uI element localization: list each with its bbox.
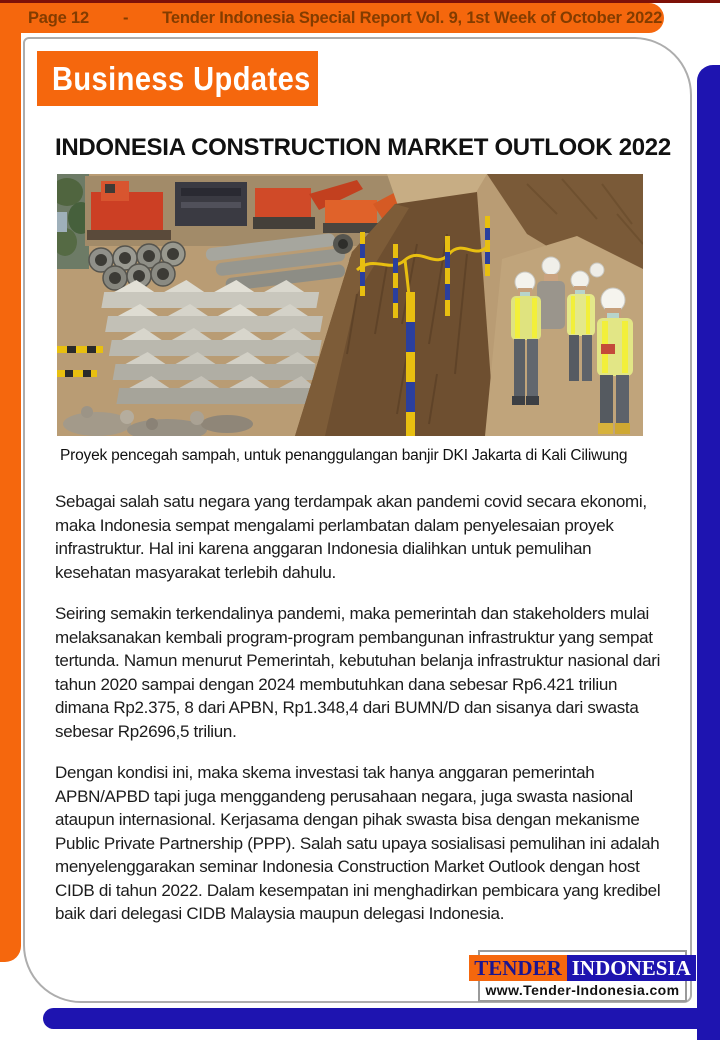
article-title: INDONESIA CONSTRUCTION MARKET OUTLOOK 2022 <box>55 134 671 161</box>
logo-website-url: www.Tender-Indonesia.com <box>485 981 680 998</box>
paragraph-3: Dengan kondisi ini, maka skema investasi tak hanya anggaran pemerintah APBN/APBD tapi juga menggandeng perusahaan negara, juga swasta nasional ataupun internasional. Kerjasama dengan pihak swasta bisa dengan mekanisme Public Private Partnership (PPP). Salah satu upaya sosialisasi pemulihan ini adalah menyelenggarakan seminar Indonesia Construction Market Outlook dengan host CIDB di tahun 2022. Dalam kesempatan ini menghadirkan pembicara yang kredibel baik dari delegasi CIDB Malaysia maupun delegasi Indonesia. <box>55 763 661 923</box>
section-banner <box>37 51 318 106</box>
page-number-label: Page 12 <box>28 8 89 27</box>
right-blue-strip <box>697 65 720 1040</box>
report-title: Tender Indonesia Special Report Vol. 9, 1st Week of October 2022 <box>162 8 663 27</box>
logo-wordmark <box>469 955 696 981</box>
paragraph-2: Seiring semakin terkendalinya pandemi, maka pemerintah dan stakeholders mulai melaksanakan kembali program-program pembangunan infrastruktur yang sempat tertunda. Namun menurut Pemerintah, kebutuhan belanja infrastruktur nasional dari tahun 2020 sampai dengan 2024 membutuhkan dana sebesar Rp6.421 triliun dimana Rp2.375, 8 dari APBN, Rp1.348,4 dari BUMN/D dan sisanya dari swasta sebesar Rp2696,5 triliun. <box>55 604 661 741</box>
paragraph-1: Sebagai salah satu negara yang terdampak akan pandemi covid secara ekonomi, maka Indonesia sempat mengalami perlambatan dalam penyelesaian proyek infrastruktur. Hal ini karena anggaran Indonesia dialihkan untuk pemulihan kesehatan masyarakat terlebih dahulu. <box>55 492 647 582</box>
bottom-blue-bar <box>43 1008 720 1029</box>
article-body <box>55 490 665 944</box>
logo-tender-text: TENDER <box>469 955 567 981</box>
tender-indonesia-logo <box>474 950 691 1002</box>
header-separator: - <box>122 8 129 27</box>
construction-site-photo <box>57 174 643 436</box>
section-banner-label: Business Updates <box>51 59 311 97</box>
left-orange-strip <box>0 3 21 962</box>
photo-caption: Proyek pencegah sampah, untuk penanggulangan banjir DKI Jakarta di Kali Ciliwung <box>60 447 628 464</box>
page-header-bar <box>0 3 664 33</box>
logo-indonesia-text: INDONESIA <box>567 955 696 981</box>
